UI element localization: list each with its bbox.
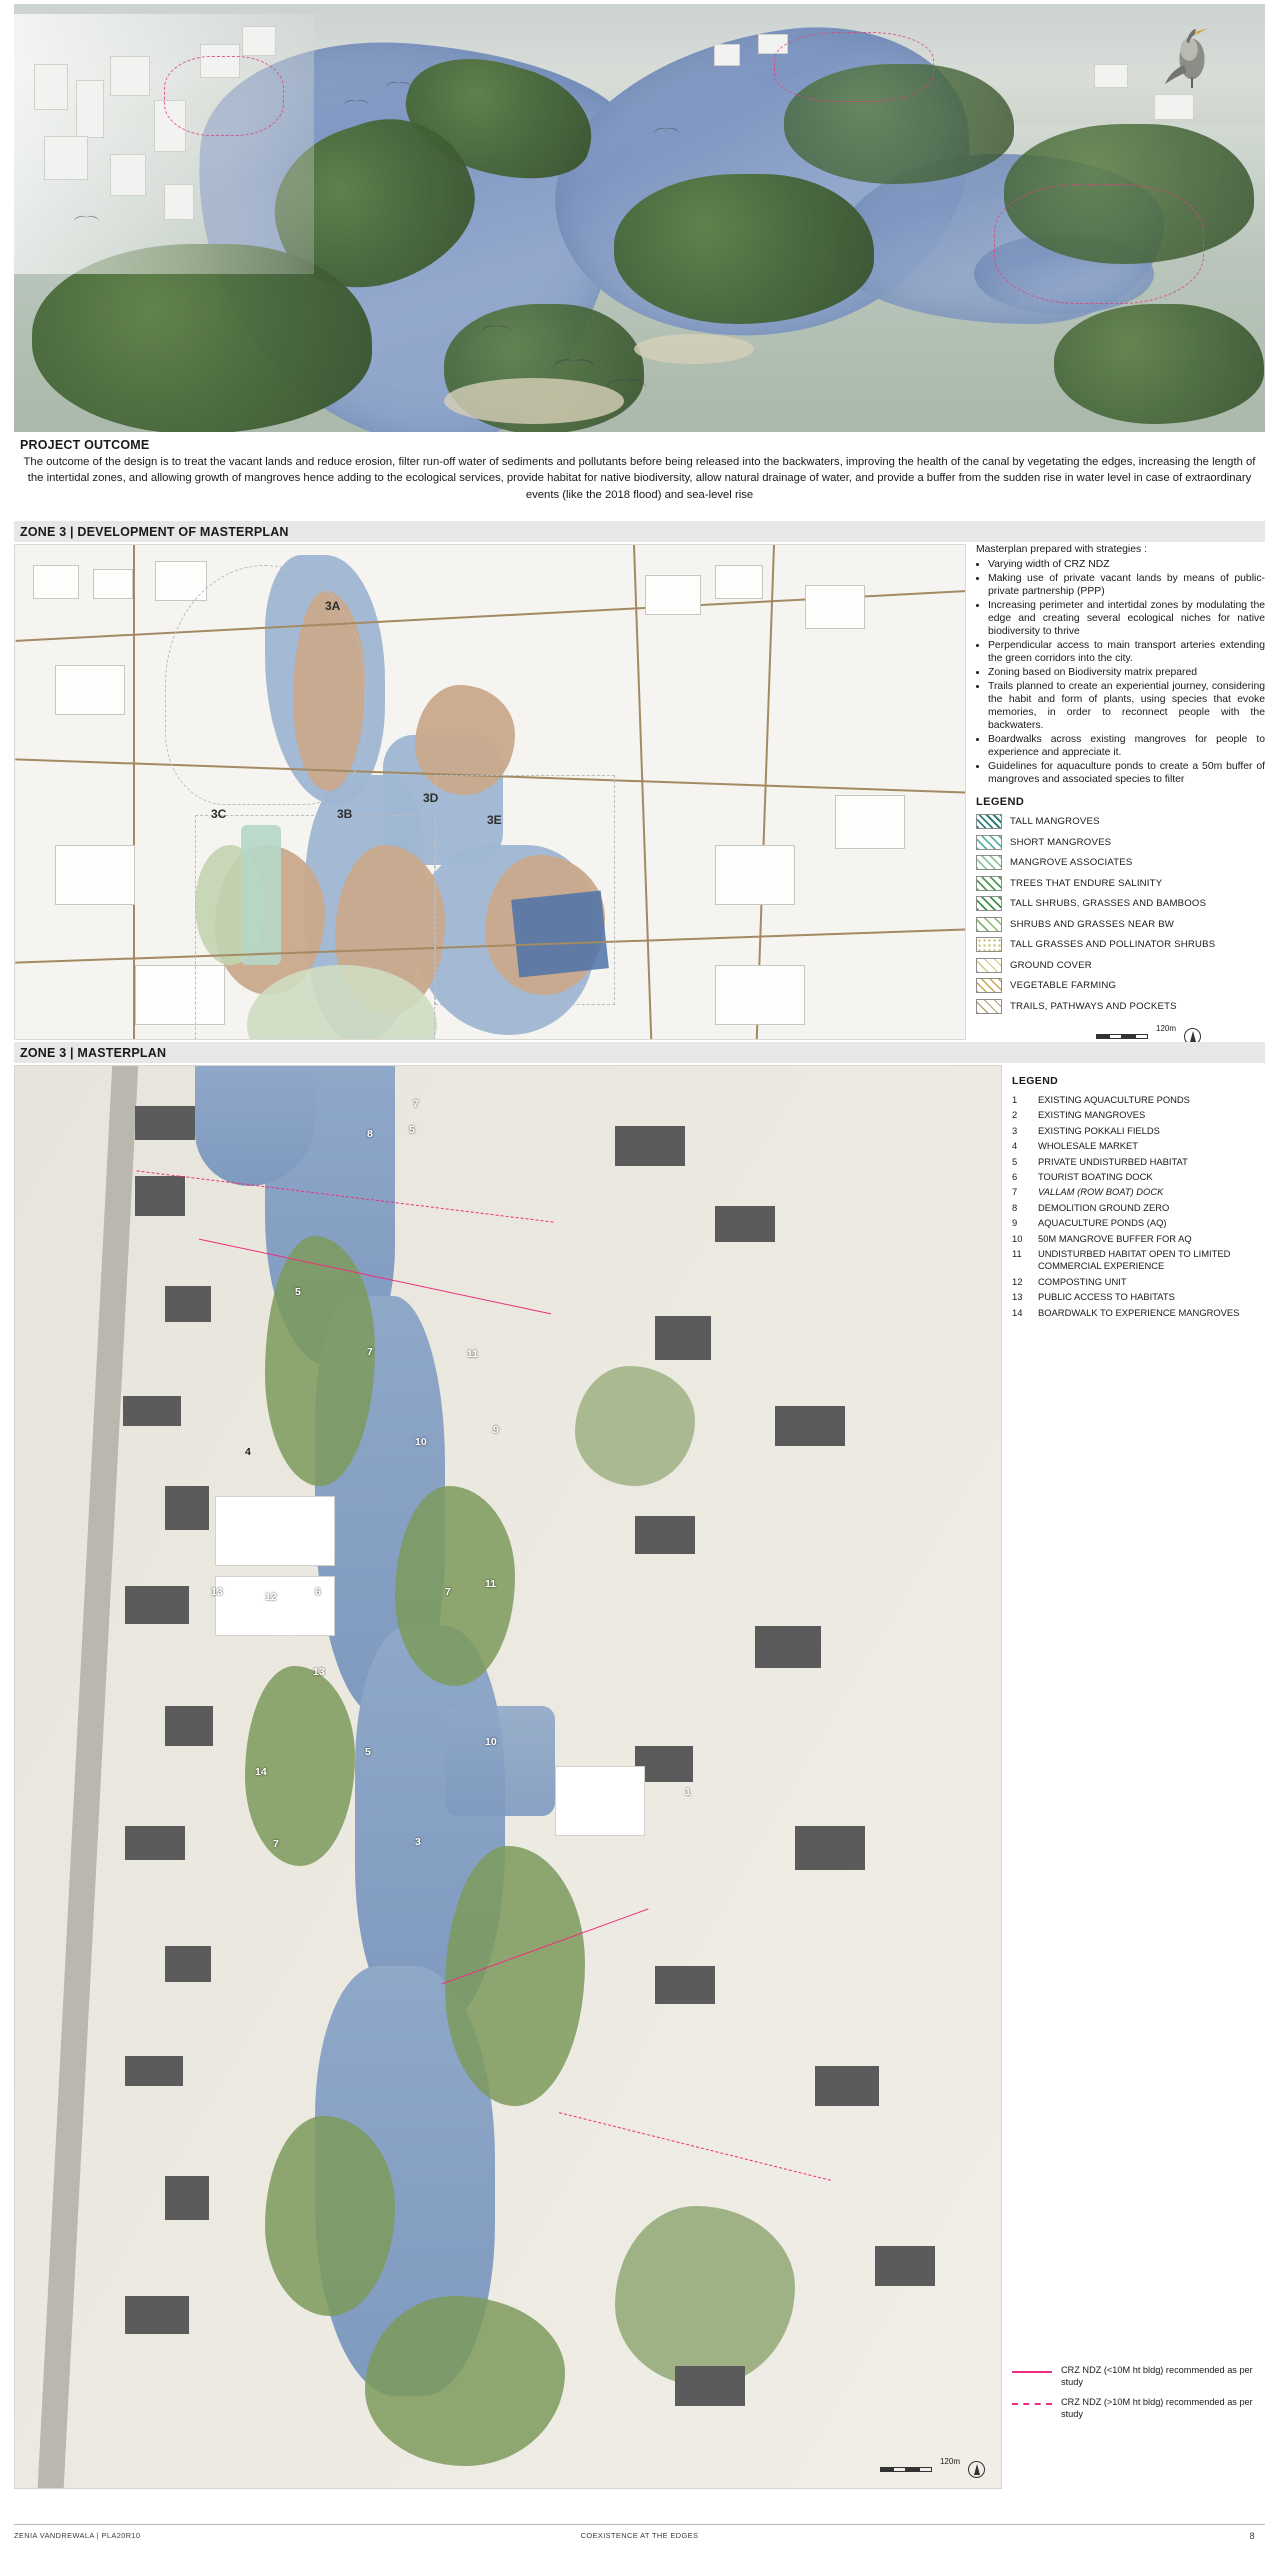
legend-text: 50M MANGROVE BUFFER FOR AQ (1038, 1232, 1192, 1244)
plan-label-3e: 3E (487, 813, 502, 827)
legend-text: UNDISTURBED HABITAT OPEN TO LIMITED COMMERCIAL EXPERIENCE (1038, 1248, 1231, 1272)
north-arrow-icon (968, 2461, 985, 2478)
plan-label-3d: 3D (423, 791, 439, 805)
legend-item (1012, 1217, 1265, 1229)
legend-text (1038, 1186, 1265, 1198)
bird-icon (606, 373, 648, 389)
legend-item (1012, 1186, 1265, 1198)
crz-dashed-text: CRZ NDZ (>10M ht bldg) recommended as per study (1061, 2397, 1253, 2419)
crz-key-row (1012, 2397, 1265, 2420)
legend-text: EXISTING AQUACULTURE PONDS (1038, 1094, 1190, 1105)
legend-row (976, 835, 1265, 850)
legend-number: 9 (1012, 1217, 1018, 1229)
building-block (125, 1826, 185, 1860)
footer-author: ZENIA VANDREWALA | PLA20R10 (14, 2531, 141, 2540)
building-block (655, 1966, 715, 2004)
project-outcome-body: The outcome of the design is to treat the vacant lands and reduce erosion, filter run-off water of sediments and pollutants before being released into the backwaters, improving the health of the canal by vegetating the edges, increasing the length of the intertidal zones, and allowing growth of mangroves hence adding to the ecological services, provide habitat for native biodiversity, allow natural drainage of water, and provide a buffer from the sudden rise in water level in case of extraordinary events (like the 2018 flood) and sea-level rise (23, 456, 1256, 501)
project-outcome-section (14, 438, 1265, 503)
legend-row (976, 896, 1265, 911)
legend-item (1012, 1248, 1265, 1273)
legend-label: TALL SHRUBS, GRASSES AND BAMBOOS (1010, 898, 1207, 909)
legend-row (976, 876, 1265, 891)
map-number: 7 (367, 1346, 373, 1358)
heron-bird-icon (1163, 26, 1221, 90)
legend-number: 1 (1012, 1094, 1018, 1105)
masterplan-drawing (14, 1065, 1002, 2489)
strategy-item: • Zoning based on Biodiversity matrix prepared (988, 666, 1265, 679)
map-number: 8 (367, 1128, 373, 1140)
building (110, 154, 146, 196)
crz-solid-text: CRZ NDZ (<10M ht bldg) recommended as per study (1061, 2365, 1253, 2387)
crz-dashed-swatch (1012, 2403, 1052, 2405)
building-block (165, 1486, 209, 1530)
sandbar (634, 334, 754, 364)
map-number: 7 (413, 1098, 419, 1110)
legend-row (976, 978, 1265, 993)
plot (93, 569, 133, 599)
legend-item (1012, 1156, 1265, 1168)
crz-boundary-line (774, 32, 934, 102)
legend-item (1012, 1094, 1265, 1106)
strategies-panel (976, 544, 1265, 1045)
legend-title-masterplan: LEGEND (1012, 1075, 1059, 1087)
section-header-development-of-masterplan (14, 521, 1265, 542)
legend-number: 13 (1012, 1291, 1023, 1303)
map-number: 1 (685, 1786, 691, 1798)
development-masterplan-block (14, 544, 1265, 1044)
vegetation-patch (614, 174, 874, 324)
map-number: 5 (365, 1746, 371, 1758)
strategy-item: • Increasing perimeter and intertidal zones by modulating the edge and creating several ecological niches for native biodiversity to thrive (988, 599, 1265, 638)
building-block (815, 2066, 879, 2106)
legend-number: 3 (1012, 1124, 1018, 1136)
aquaculture-pond (445, 1706, 555, 1816)
legend-swatch-short-mangroves (976, 835, 1002, 850)
crz-boundary-line (164, 56, 284, 136)
building (44, 136, 88, 180)
legend-text: EXISTING POKKALI FIELDS (1038, 1124, 1160, 1136)
bird-icon (481, 321, 512, 333)
legend-text: PUBLIC ACCESS TO HABITATS (1038, 1291, 1175, 1303)
legend-label: TALL GRASSES AND POLLINATOR SHRUBS (1010, 939, 1216, 950)
crz-boundary-line (994, 184, 1204, 304)
legend-label: SHORT MANGROVES (1010, 836, 1112, 848)
building (1094, 64, 1128, 88)
zone-boundary (195, 815, 435, 1040)
scale-bar-masterplan (880, 2457, 985, 2478)
legend-row (976, 937, 1265, 952)
project-outcome-heading: PROJECT OUTCOME (20, 438, 150, 452)
building (714, 44, 740, 66)
strategy-item: • Varying width of CRZ NDZ (988, 558, 1265, 571)
footer-project-title: COEXISTENCE AT THE EDGES (580, 2531, 699, 2540)
map-number: 11 (485, 1578, 497, 1590)
bird-icon (654, 124, 680, 134)
zone-boundary (435, 775, 615, 1005)
bird-icon (74, 212, 100, 222)
map-number: 14 (255, 1766, 267, 1778)
legend-number: 2 (1012, 1109, 1018, 1121)
map-number: 13 (211, 1586, 223, 1598)
map-number: 9 (493, 1424, 499, 1436)
building-block (165, 2176, 209, 2220)
legend-text: TOURIST BOATING DOCK (1038, 1171, 1153, 1183)
building-block (655, 1316, 711, 1360)
legend-title-development: LEGEND (976, 796, 1025, 808)
map-number: 7 (445, 1586, 451, 1598)
strategy-item: • Boardwalks across existing mangroves for people to experience and appreciate it. (988, 733, 1265, 759)
legend-label: TRAILS, PATHWAYS AND POCKETS (1010, 1000, 1177, 1012)
map-number: 4 (245, 1446, 251, 1458)
map-number: 5 (295, 1286, 301, 1298)
legend-number: 10 (1012, 1232, 1023, 1244)
legend-label: GROUND COVER (1010, 959, 1092, 971)
legend-text-italic: VALLAM (ROW BOAT) DOCK (1038, 1186, 1164, 1198)
legend-swatch-tall-mangroves (976, 814, 1002, 829)
map-number: 10 (415, 1436, 427, 1448)
map-number: 5 (409, 1124, 415, 1136)
map-number: 11 (467, 1348, 479, 1360)
legend-number: 5 (1012, 1155, 1018, 1167)
building-block (125, 1586, 189, 1624)
map-number: 12 (265, 1591, 277, 1603)
legend-item (1012, 1202, 1265, 1214)
building-block (715, 1206, 775, 1242)
legend-item (1012, 1140, 1265, 1152)
legend-swatch-ground-cover (976, 958, 1002, 973)
scale-segments (1096, 1034, 1148, 1039)
plot (645, 575, 701, 615)
legend-row (976, 917, 1265, 932)
legend-number: 12 (1012, 1275, 1023, 1287)
building-block (125, 2296, 189, 2334)
legend-text: COMPOSTING UNIT (1038, 1275, 1127, 1287)
building (34, 64, 68, 110)
plot (33, 565, 79, 599)
building-block (635, 1516, 695, 1554)
legend-swatch-tall-grasses-pollinator-shrubs (976, 937, 1002, 952)
sandbar (444, 378, 624, 424)
legend-item (1012, 1125, 1265, 1137)
legend-swatch-tall-shrubs-grasses-bamboos (976, 896, 1002, 911)
legend-swatch-trails-pathways-pockets (976, 999, 1002, 1014)
legend-label: TALL MANGROVES (1010, 816, 1100, 827)
aquaculture-building (555, 1766, 645, 1836)
legend-item (1012, 1291, 1265, 1303)
legend-text: EXISTING MANGROVES (1038, 1109, 1146, 1121)
scale-segments (880, 2467, 932, 2472)
building-block (125, 2056, 183, 2086)
map-number: 7 (273, 1838, 279, 1850)
plan-label-3b: 3B (337, 807, 353, 821)
plot (835, 795, 905, 849)
plot (715, 565, 763, 599)
building (164, 184, 194, 220)
legend-item (1012, 1307, 1265, 1319)
bird-icon (553, 353, 597, 370)
building-block (165, 1286, 211, 1322)
building-block (135, 1106, 195, 1140)
building (110, 56, 150, 96)
map-number: 6 (315, 1586, 321, 1598)
development-masterplan-drawing (14, 544, 966, 1040)
crz-key-row (1012, 2365, 1265, 2388)
building-block (875, 2246, 935, 2286)
masterplan-legend (1012, 1075, 1265, 1322)
legend-text: WHOLESALE MARKET (1038, 1140, 1139, 1152)
plan-label-3c: 3C (211, 807, 227, 821)
section-title-masterplan: ZONE 3 | MASTERPLAN (20, 1045, 167, 1060)
market-building (215, 1496, 335, 1566)
masterplan-block (14, 1065, 1265, 2505)
legend-swatch-vegetable-farming (976, 978, 1002, 993)
legend-number: 8 (1012, 1201, 1018, 1213)
building (242, 26, 276, 56)
plot (55, 665, 125, 715)
legend-swatch-shrubs-grasses-near-bw (976, 917, 1002, 932)
crz-solid-swatch (1012, 2371, 1052, 2373)
plan-label-3a: 3A (325, 599, 341, 613)
building-block (615, 1126, 685, 1166)
legend-number: 4 (1012, 1140, 1018, 1152)
legend-text: BOARDWALK TO EXPERIENCE MANGROVES (1038, 1306, 1240, 1318)
hero-aerial-render (14, 4, 1265, 432)
building-block (135, 1176, 185, 1216)
strategy-item: • Perpendicular access to main transport arteries extending the green corridors into the city. (988, 639, 1265, 665)
legend-number: 11 (1012, 1248, 1022, 1260)
scale-label: 120m (1156, 1023, 1177, 1033)
building-block (755, 1626, 821, 1668)
legend-text: DEMOLITION GROUND ZERO (1038, 1201, 1170, 1213)
legend-number: 7 (1012, 1186, 1018, 1198)
legend-text: PRIVATE UNDISTURBED HABITAT (1038, 1155, 1188, 1167)
vegetation-patch (1054, 304, 1264, 424)
bird-icon (386, 78, 412, 88)
page-footer (14, 2524, 1265, 2546)
legend-text: AQUACULTURE PONDS (AQ) (1038, 1217, 1167, 1229)
map-number: 13 (313, 1666, 325, 1678)
legend-label: TREES THAT ENDURE SALINITY (1010, 877, 1163, 889)
legend-item (1012, 1233, 1265, 1245)
legend-label: SHRUBS AND GRASSES NEAR BW (1010, 918, 1175, 930)
legend-row (976, 855, 1265, 870)
building-block (775, 1406, 845, 1446)
legend-row (976, 814, 1265, 829)
plot (805, 585, 865, 629)
strategy-item: • Trails planned to create an experiential journey, considering the habit and form of plants, using species that evoke memories, in order to reconnect people with the backwaters. (988, 680, 1265, 732)
building-block (165, 1946, 211, 1982)
section-header-masterplan (14, 1042, 1265, 1063)
legend-item (1012, 1109, 1265, 1121)
strategies-list (976, 558, 1265, 786)
building (1154, 94, 1194, 120)
legend-item (1012, 1171, 1265, 1183)
legend-row (976, 999, 1265, 1014)
building-block (795, 1826, 865, 1870)
building (76, 80, 104, 138)
footer-page-number: 8 (1249, 2530, 1255, 2541)
bird-icon (344, 96, 370, 106)
road (633, 545, 652, 1040)
building-block (165, 1706, 213, 1746)
legend-swatch-mangrove-associates (976, 855, 1002, 870)
strategy-item: • Making use of private vacant lands by means of public-private partnership (PPP) (988, 572, 1265, 598)
legend-item (1012, 1276, 1265, 1288)
map-number: 3 (415, 1836, 421, 1848)
legend-swatch-trees-endure-salinity (976, 876, 1002, 891)
crz-key (1012, 2365, 1265, 2429)
plot (55, 845, 135, 905)
legend-row (976, 958, 1265, 973)
building-block (675, 2366, 745, 2406)
section-title-development: ZONE 3 | DEVELOPMENT OF MASTERPLAN (20, 524, 289, 539)
strategies-lead: Masterplan prepared with strategies : (976, 544, 1147, 555)
strategy-item: • Guidelines for aquaculture ponds to create a 50m buffer of mangroves and associated species to filter (988, 760, 1265, 786)
building-block (123, 1396, 181, 1426)
market-building (215, 1576, 335, 1636)
scale-label: 120m (939, 2457, 960, 2466)
legend-number: 14 (1012, 1306, 1023, 1318)
legend-label: VEGETABLE FARMING (1010, 980, 1117, 991)
plot (715, 965, 805, 1025)
plot (715, 845, 795, 905)
legend-number: 6 (1012, 1171, 1018, 1183)
legend-label: MANGROVE ASSOCIATES (1010, 857, 1133, 868)
map-number: 10 (485, 1736, 497, 1748)
